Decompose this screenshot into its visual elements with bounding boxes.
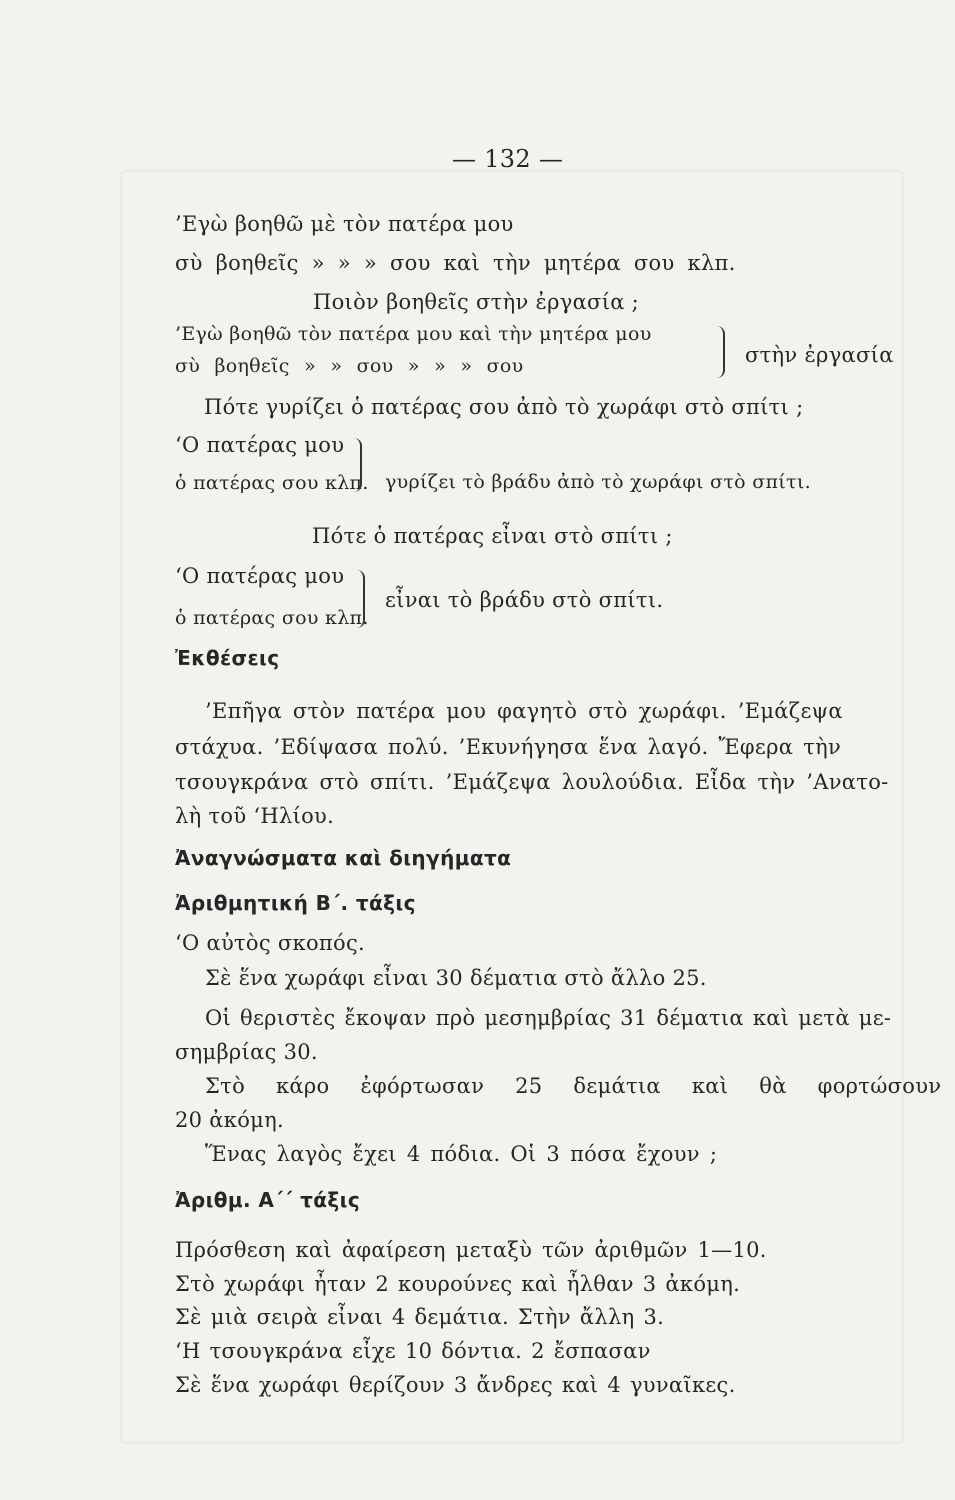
text-line: σὺ βοηθεῖς » » » σου καὶ τὴν μητέρα σου κλπ. (175, 251, 736, 275)
page-number: — 132 — (452, 145, 564, 173)
answer-line: ὁ πατέρας σου κλπ. (175, 607, 369, 629)
subheading-b-class: Ἀριθμητική Β΄. τάξις (175, 891, 416, 915)
paragraph-line: λὴ τοῦ ‘Ηλίου. (175, 804, 335, 828)
paragraph-line: Στὸ χωράφι ἦταν 2 κουρούνες καὶ ἦλθαν 3 ἀκόμη. (175, 1272, 741, 1296)
answer-right: εἶναι τὸ βράδυ στὸ σπίτι. (385, 588, 664, 612)
answer-line: ‘Ο πατέρας μου (175, 564, 345, 588)
answer-right: γυρίζει τὸ βράδυ ἀπὸ τὸ χωράφι στὸ σπίτι. (385, 471, 811, 493)
paragraph-line: 20 ἀκόμη. (175, 1108, 284, 1132)
paragraph-line: στάχυα. ’Εδίψασα πολύ. ’Εκυνήγησα ἕνα λαγό. Ἔφερα τὴν (175, 735, 842, 759)
brace (355, 570, 365, 628)
paragraph-line: τσουγκράνα στὸ σπίτι. ’Εμάζεψα λουλούδια. Εἶδα τὴν ’Ανατο- (175, 770, 889, 794)
paragraph-line: ‘Η τσουγκράνα εἶχε 10 δόντια. 2 ἔσπασαν (175, 1339, 651, 1363)
paragraph-line: Στὸ κάρο ἐφόρτωσαν 25 δεμάτια καὶ θὰ φορτώσουν (205, 1074, 942, 1098)
answer-right: στὴν ἐργασία (745, 343, 894, 367)
subheading-a-class: Ἀριθμ. Α΄΄ τάξις (175, 1188, 361, 1212)
brace (715, 326, 725, 378)
text-line: ’Εγὼ βοηθῶ μὲ τὸν πατέρα μου (175, 212, 514, 236)
paragraph-line: ‘Ο αὐτὸς σκοπός. (175, 931, 365, 955)
answer-line: σὺ βοηθεῖς » » σου » » » σου (175, 355, 524, 377)
answer-line: ‘Ο πατέρας μου (175, 433, 345, 457)
paragraph-line: Σὲ μιὰ σειρὰ εἶναι 4 δεμάτια. Στὴν ἄλλη 3. (175, 1305, 665, 1329)
paragraph-line: ’Επῆγα στὸν πατέρα μου φαγητὸ στὸ χωράφι. ’Εμάζεψα (205, 699, 843, 723)
answer-line: ὁ πατέρας σου κλπ. (175, 472, 369, 494)
paragraph-line: Οἱ θεριστὲς ἔκοψαν πρὸ μεσημβρίας 31 δέματια καὶ μετὰ με- (205, 1006, 892, 1030)
paragraph-line: Πρόσθεση καὶ ἀφαίρεση μεταξὺ τῶν ἀριθμῶν 1—10. (175, 1238, 767, 1262)
section-heading-anagnosmata: Ἀναγνώσματα καὶ διηγήματα (175, 846, 512, 870)
answer-line: ’Εγὼ βοηθῶ τὸν πατέρα μου καὶ τὴν μητέρα μου (175, 323, 652, 345)
brace (352, 438, 362, 492)
paragraph-line: Ἕνας λαγὸς ἔχει 4 πόδια. Οἱ 3 πόσα ἔχουν ; (205, 1142, 718, 1166)
question-line: Πότε ὁ πατέρας εἶναι στὸ σπίτι ; (312, 524, 673, 548)
paragraph-line: Σὲ ἕνα χωράφι εἶναι 30 δέματια στὸ ἄλλο 25. (205, 966, 707, 990)
section-heading-ekthesis: Ἐκθέσεις (175, 646, 280, 670)
paragraph-line: σημβρίας 30. (175, 1040, 318, 1064)
paragraph-line: Σὲ ἕνα χωράφι θερίζουν 3 ἄνδρες καὶ 4 γυναῖκες. (175, 1373, 736, 1397)
question-line: Πότε γυρίζει ὁ πατέρας σου ἀπὸ τὸ χωράφι στὸ σπίτι ; (204, 395, 804, 419)
question-line: Ποιὸν βοηθεῖς στὴν ἐργασία ; (313, 290, 640, 314)
